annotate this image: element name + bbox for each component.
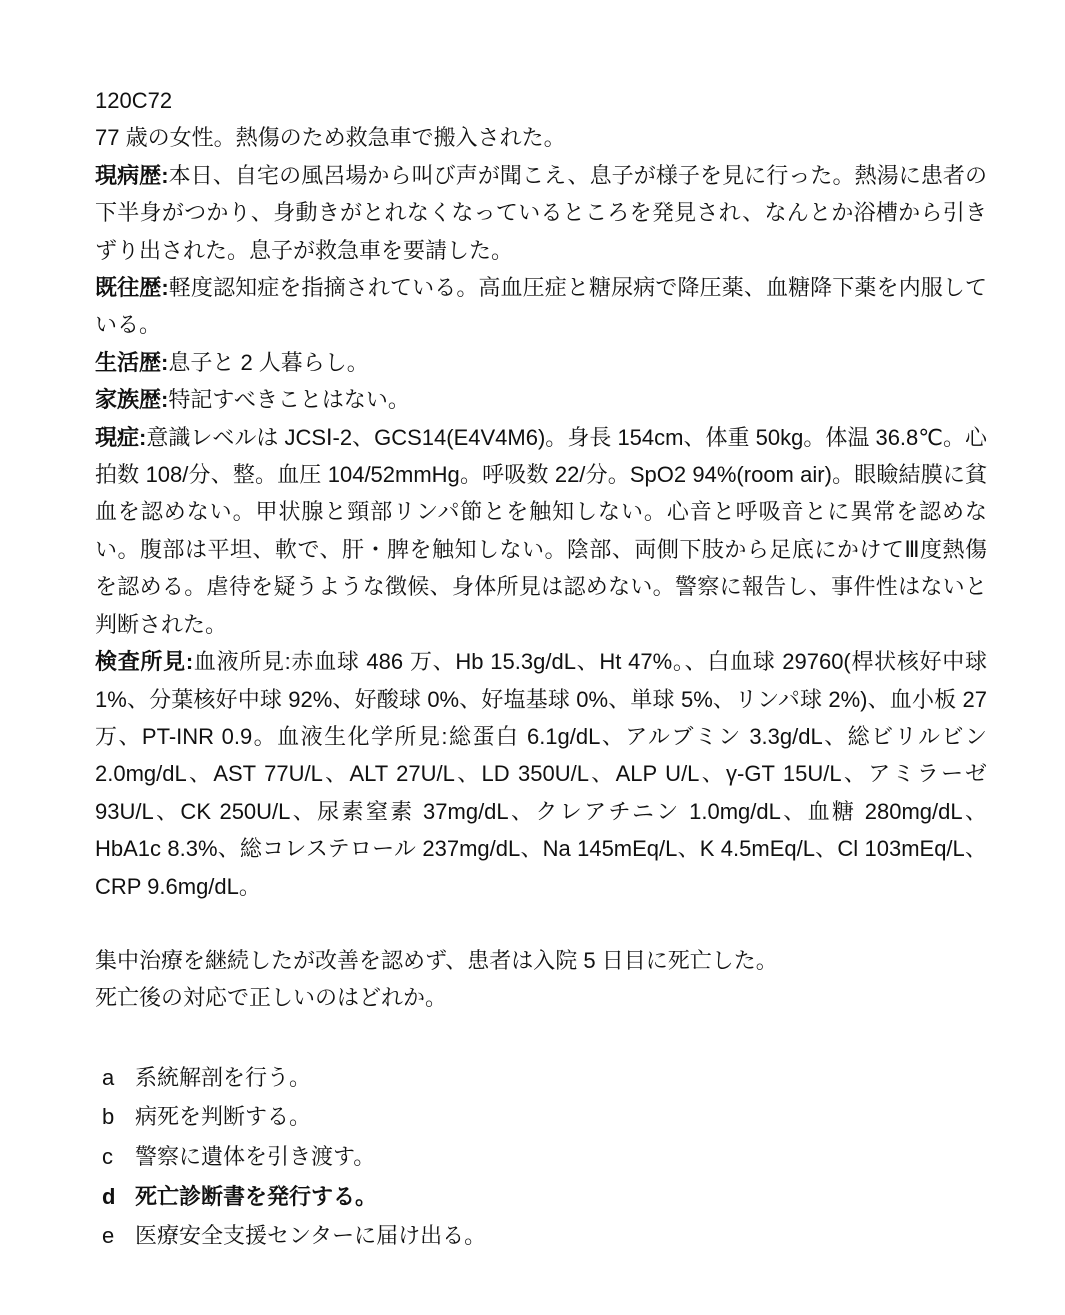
option-c (95, 1137, 987, 1177)
option-text: 病死を判断する。 (135, 1104, 312, 1130)
question-id: 120C72 (95, 88, 173, 113)
option-text: 死亡診断書を発行する。 (135, 1183, 378, 1209)
option-b (95, 1097, 987, 1137)
section-label: 検査所見: (95, 649, 194, 675)
option-text: 警察に遺体を引き渡す。 (135, 1143, 376, 1169)
option-letter: c (102, 1143, 113, 1169)
option-letter: e (102, 1223, 115, 1249)
section-label: 現病歴: (95, 162, 169, 188)
section-label: 生活歴: (95, 349, 169, 375)
section-family-history (95, 381, 987, 418)
option-e (95, 1216, 987, 1256)
section-text: 血液所見:赤血球 486 万、Hb 15.3g/dL、Ht 47%。、白血球 29760(桿状核好中球 1%、分葉核好中球 92%、好酸球 0%、好塩基球 0%、単球 5%、リンパ球 2%)、血小板 27 万、PT-INR 0.9。血液生化学所見:総蛋白 6.1g/dL、アルブミン 3.3g/dL、総ビリルビン 2.0mg/dL、AST 77U/L、ALT 27U/L、LD 350U/L、ALP U/L、γ-GT 15U/L、アミラーゼ 93U/L、CK 250U/L、尿素窒素 37mg/dL、クレアチニン 1.0mg/dL、血糖 280mg/dL、HbA1c 8.3%、総コレステロール 237mg/dL、Na 145mEq/L、K 4.5mEq/L、Cl 103mEq/L、CRP 9.6mg/dL。 (95, 649, 987, 899)
clinical-course-block (95, 942, 987, 1017)
option-letter: d (102, 1183, 116, 1209)
option-d (95, 1177, 987, 1217)
answer-options (95, 1058, 987, 1256)
exam-question-document (95, 82, 987, 1256)
section-text: 特記すべきことはない。 (168, 387, 410, 413)
clinical-course: 集中治療を継続したが改善を認めず、患者は入院 5 日目に死亡した。 (95, 947, 778, 973)
option-a (95, 1058, 987, 1098)
section-past-history (95, 269, 987, 344)
option-text: 医療安全支援センターに届け出る。 (135, 1223, 487, 1249)
question-stem: 死亡後の対応で正しいのはどれか。 (95, 985, 448, 1011)
section-social-history (95, 344, 987, 381)
option-letter: b (102, 1104, 115, 1130)
section-label: 現症: (95, 424, 147, 450)
section-lab-findings (95, 643, 987, 905)
section-label: 既往歴: (95, 275, 169, 301)
section-text: 軽度認知症を指摘されている。高血圧症と糖尿病で降圧薬、血糖降下薬を内服している。 (95, 275, 987, 338)
section-text: 意識レベルは JCSⅠ-2、GCS14(E4V4M6)。身長 154cm、体重 50kg。体温 36.8℃。心拍数 108/分、整。血圧 104/52mmHg。呼吸数 22/分。SpO2 94%(room air)。眼瞼結膜に貧血を認めない。甲状腺と頸部リンパ節とを触知しない。心音と呼吸音とに異常を認めない。腹部は平坦、軟で、肝・脾を触知しない。陰部、両側下肢から足底にかけてⅢ度熱傷を認める。虐待を疑うような徴候、身体所見は認めない。警察に報告し、事件性はないと判断された。 (95, 424, 987, 637)
section-text: 本日、自宅の風呂場から叫び声が聞こえ、息子が様子を見に行った。熱湯に患者の下半身がつかり、身動きがとれなくなっているところを発見され、なんとか浴槽から引きずり出された。息子が救急車を要請した。 (95, 162, 987, 263)
section-text: 息子と 2 人暮らし。 (168, 349, 369, 375)
section-physical-exam (95, 419, 987, 643)
patient-intro: 77 歳の女性。熱傷のため救急車で搬入された。 (95, 125, 566, 151)
section-label: 家族歴: (95, 387, 169, 413)
option-letter: a (102, 1064, 115, 1090)
section-present-illness (95, 157, 987, 269)
option-text: 系統解剖を行う。 (135, 1064, 312, 1090)
